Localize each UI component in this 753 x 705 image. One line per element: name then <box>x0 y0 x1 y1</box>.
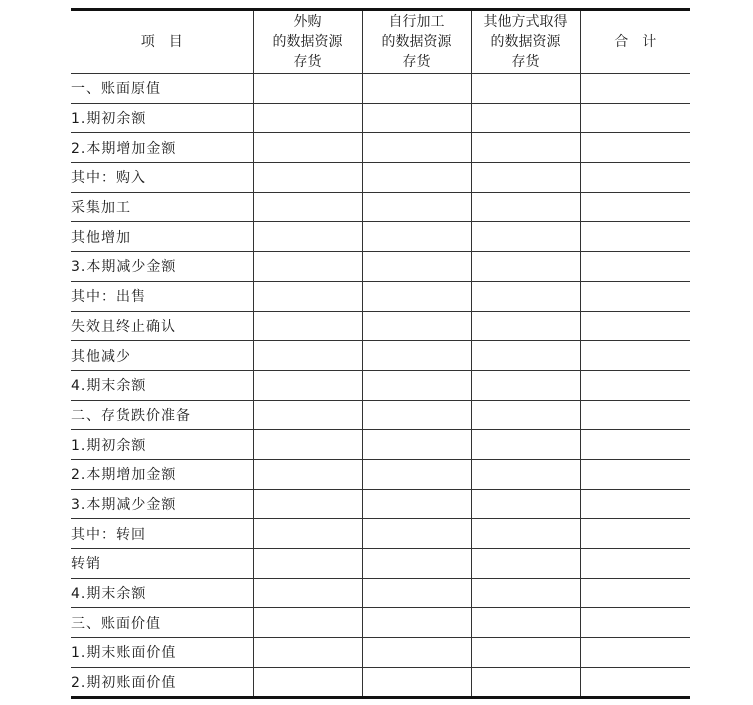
table-cell <box>580 608 690 638</box>
table-cell <box>253 103 362 133</box>
table-row <box>71 430 690 460</box>
table-cell <box>362 430 471 460</box>
table-cell <box>253 667 362 698</box>
table-cell <box>253 459 362 489</box>
table-row <box>71 311 690 341</box>
header-text-line: 存货 <box>293 54 322 70</box>
table-cell <box>253 608 362 638</box>
table-cell <box>362 103 471 133</box>
row-label: 2.期初账面价值 <box>71 667 253 698</box>
table-cell <box>580 400 690 430</box>
row-label: 转销 <box>71 549 253 579</box>
row-label: 采集加工 <box>71 192 253 222</box>
table-cell <box>253 341 362 371</box>
table-cell <box>580 459 690 489</box>
table-cell <box>580 74 690 104</box>
header-total: 合 计 <box>580 10 690 74</box>
table-cell <box>471 549 580 579</box>
table-cell <box>471 430 580 460</box>
row-label: 4.期末余额 <box>71 370 253 400</box>
row-label: 3.本期减少金额 <box>71 489 253 519</box>
table-cell <box>580 549 690 579</box>
table-row <box>71 192 690 222</box>
table-cell <box>253 163 362 193</box>
row-label: 其中：转回 <box>71 519 253 549</box>
table-cell <box>362 638 471 668</box>
table-cell <box>362 489 471 519</box>
row-label: 2.本期增加金额 <box>71 459 253 489</box>
table-row <box>71 638 690 668</box>
table-cell <box>253 192 362 222</box>
row-label: 其中：购入 <box>71 163 253 193</box>
table-row <box>71 608 690 638</box>
table-cell <box>362 370 471 400</box>
table-cell <box>362 311 471 341</box>
table-cell <box>362 74 471 104</box>
table-row <box>71 281 690 311</box>
table-cell <box>471 667 580 698</box>
table-cell <box>253 549 362 579</box>
table-cell <box>253 489 362 519</box>
table-cell <box>362 400 471 430</box>
table-row <box>71 252 690 282</box>
table-cell <box>471 578 580 608</box>
table-cell <box>253 400 362 430</box>
table-cell <box>362 222 471 252</box>
header-text-line: 的数据资源 <box>272 34 343 50</box>
row-label: 3.本期减少金额 <box>71 252 253 282</box>
table-cell <box>253 74 362 104</box>
table-cell <box>471 489 580 519</box>
table-cell <box>580 519 690 549</box>
row-label: 2.本期增加金额 <box>71 133 253 163</box>
table-cell <box>362 252 471 282</box>
table-cell <box>580 667 690 698</box>
table-cell <box>362 549 471 579</box>
header-purchased-inventory <box>253 10 362 74</box>
table-row <box>71 489 690 519</box>
table-cell <box>253 370 362 400</box>
row-label: 失效且终止确认 <box>71 311 253 341</box>
table-row <box>71 341 690 371</box>
table-cell <box>253 638 362 668</box>
table-cell <box>580 311 690 341</box>
table-cell <box>580 578 690 608</box>
header-text-line: 的数据资源 <box>381 34 452 50</box>
table-row <box>71 370 690 400</box>
header-text-line: 其他方式取得 <box>483 14 568 30</box>
table-cell <box>362 578 471 608</box>
row-label: 其他减少 <box>71 341 253 371</box>
header-self-processed-inventory <box>362 10 471 74</box>
table-row <box>71 667 690 698</box>
table-row <box>71 400 690 430</box>
table-cell <box>580 222 690 252</box>
table-cell <box>471 192 580 222</box>
table-cell <box>580 430 690 460</box>
table-cell <box>580 370 690 400</box>
table-row <box>71 133 690 163</box>
header-text-line: 自行加工 <box>388 14 445 30</box>
table-cell <box>580 341 690 371</box>
table-cell <box>362 519 471 549</box>
table-cell <box>471 74 580 104</box>
row-label: 三、账面价值 <box>71 608 253 638</box>
table-cell <box>253 519 362 549</box>
table-cell <box>580 252 690 282</box>
table-cell <box>253 252 362 282</box>
row-label: 1.期初余额 <box>71 430 253 460</box>
table-cell <box>253 311 362 341</box>
table-cell <box>471 459 580 489</box>
table-cell <box>362 281 471 311</box>
header-item: 项 目 <box>71 10 253 74</box>
table-cell <box>253 133 362 163</box>
row-label: 1.期初余额 <box>71 103 253 133</box>
table-cell <box>580 489 690 519</box>
data-resource-inventory-table <box>71 8 690 699</box>
table-cell <box>471 311 580 341</box>
table-cell <box>362 163 471 193</box>
row-label: 二、存货跌价准备 <box>71 400 253 430</box>
row-label: 其他增加 <box>71 222 253 252</box>
table-cell <box>471 222 580 252</box>
table-cell <box>471 163 580 193</box>
table-cell <box>253 578 362 608</box>
table-cell <box>471 252 580 282</box>
row-label: 1.期末账面价值 <box>71 638 253 668</box>
table-row <box>71 578 690 608</box>
table-cell <box>580 192 690 222</box>
table-cell <box>471 103 580 133</box>
header-row <box>71 10 690 74</box>
table-cell <box>362 667 471 698</box>
table-cell <box>471 281 580 311</box>
table-cell <box>253 222 362 252</box>
header-text-line: 存货 <box>402 54 431 70</box>
table-cell <box>471 638 580 668</box>
table-cell <box>362 192 471 222</box>
table-cell <box>580 638 690 668</box>
table-cell <box>253 430 362 460</box>
row-label: 4.期末余额 <box>71 578 253 608</box>
table-cell <box>471 341 580 371</box>
table-cell <box>471 370 580 400</box>
table-cell <box>471 519 580 549</box>
header-other-acquired-inventory <box>471 10 580 74</box>
table-row <box>71 459 690 489</box>
table-row <box>71 74 690 104</box>
table-cell <box>253 281 362 311</box>
table-row <box>71 163 690 193</box>
table-row <box>71 519 690 549</box>
row-label: 其中：出售 <box>71 281 253 311</box>
table-row <box>71 549 690 579</box>
table-cell <box>580 103 690 133</box>
table-cell <box>580 281 690 311</box>
table-cell <box>362 341 471 371</box>
table-cell <box>471 400 580 430</box>
table-cell <box>362 459 471 489</box>
table-cell <box>362 608 471 638</box>
row-label: 一、账面原值 <box>71 74 253 104</box>
table-cell <box>362 133 471 163</box>
table-cell <box>471 133 580 163</box>
table-row <box>71 103 690 133</box>
header-text-line: 存货 <box>511 54 540 70</box>
table-row <box>71 222 690 252</box>
table-cell <box>580 163 690 193</box>
header-text-line: 外购 <box>293 14 322 30</box>
table-cell <box>580 133 690 163</box>
table-cell <box>471 608 580 638</box>
header-text-line: 的数据资源 <box>490 34 561 50</box>
